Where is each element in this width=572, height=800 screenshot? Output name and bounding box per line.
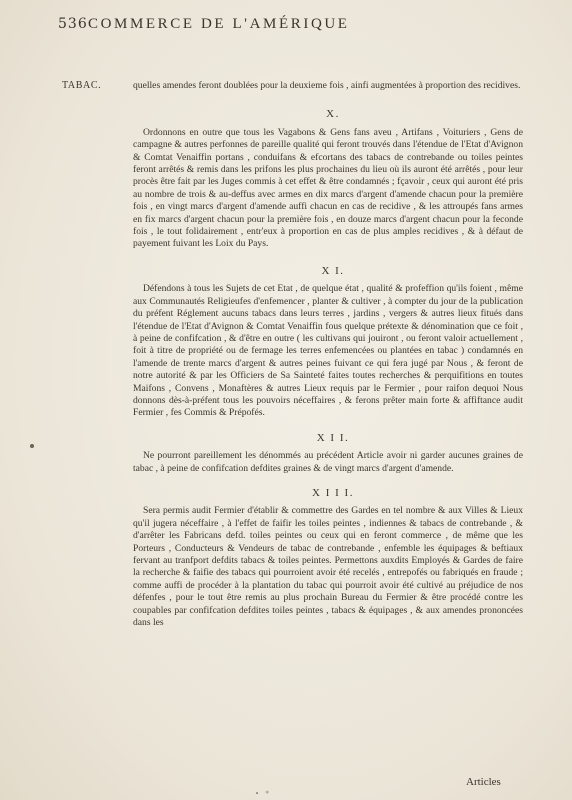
page-number: 536 (58, 16, 88, 32)
article-paragraph: Ordonnons en outre que tous les Vagabons & Gens fans aveu , Artifans , Voituriers , Gens de campagne & autres perfonnes de pareille qualité qui feront trouvés dans l'étendue de l'Etat d'Avignon & Comtat Venaiffin portans , conduifans & efcortans des tabacs de contrebande ou toiles peintes feront arrêtés & remis dans les prifons les plus prochaines du lieu où ils auront été arrêtés , pour leur procès être fait par les Juges commis à cet effet & être condamnés ; fçavoir , ceux qui auront été pris au nombre de trois & au-deffus avec armes en dix marcs d'argent d'amende chacun pour la première fois , en vingt marcs d'argent d'amende auffi chacun en cas de recidive , & les attroupés fans armes en fix marcs d'argent chacun pour la première fois , en douze marcs d'argent chacun pour la feconde fois , le tout folidairement , entr'eux à proportion en cas de plus amples recidives , & à défaut de payement fuivant les Loix du Pays. (133, 126, 523, 250)
article-paragraph: Sera permis audit Fermier d'établir & commettre des Gardes en tel nombre & aux Villes & Lieux qu'il jugera néceffaire , à l'effet de faifir les toiles peintes , indiennes & tabacs de contrebande , & d'arrêter les Fabricans defd. toiles peintes ou ceux qui en feront commerce , de même que les Porteurs , Conducteurs & Vendeurs de tabac de contrebande , enfemble les équipages & beftiaux fervant au tranfport defdits tabacs & toiles peintes. Permettons auxdits Employés & Gardes de faire la recherche & faifie des tabacs qui pourroient avoir été recelés , entrepofés ou fabriqués en fraude ; comme auffi de procéder à la plantation du tabac qui pourroit avoir été cultivé au préjudice de nos défenfes , pour le tout être remis au plus prochain Bureau du Fermier & être procédé contre les coupables par confifcation defdites toiles peintes , tabacs & équipages , & aux amendes prononcées dans les (133, 505, 523, 629)
article-paragraph: Défendons à tous les Sujets de cet Etat , de quelque état , qualité & profeffion qu'ils foient , même aux Communautés Religieufes d'enfemencer , planter & cultiver , à compter du jour de la publication du préfent Réglement aucuns tabacs dans leurs terres , jardins , vergers & autres lieux fitués dans l'étendue de l'Etat d'Avignon & Comtat Venaiffin fous quelque prétexte & dénomination que ce foit , à peine de confifcation , & d'être en outre ( les cultivans qui jouiront , ou feront valoir actuellement , foit à titre de propriété ou de fermage les terres enfemencées ou plantées en tabac ) condamnés en l'amende de trente marcs d'argent & autres peines fuivant ce qui fera jugé par Nous , & feront de notre autorité & par les Officiers de Sa Sainteté faites toutes recherches & perquifitions en toutes Maifons , Convens , Monaftères & autres Lieux requis par le Fermier , pour raifon dequoi Nous donnons dès-à-préfent tous les pouvoirs néceffaires , & ferons prêter main forte & affiftance audit Fermier , fes Commis & Prépofés. (133, 283, 523, 419)
marginal-note: TABAC. (62, 80, 102, 91)
intro-paragraph: quelles amendes feront doublées pour la deuxieme fois , ainfi augmentées à proportion des recidives. (133, 80, 521, 91)
article-heading: X I I I. (312, 486, 354, 499)
article-heading: X I. (321, 264, 345, 277)
article-heading: X I I. (316, 431, 350, 444)
ink-spot (30, 444, 34, 448)
document-body (133, 80, 523, 629)
footer-mark: • * (255, 790, 271, 798)
article-heading: X. (326, 108, 340, 121)
catchword: Articles (466, 776, 501, 788)
article-paragraph: Ne pourront pareillement les dénommés au précédent Article avoir ni garder aucunes graines de tabac , à peine de confifcation defdites graines & de vingt marcs d'argent d'amende. (133, 450, 523, 474)
running-title: COMMERCE DE L'AMÉRIQUE (88, 16, 350, 32)
